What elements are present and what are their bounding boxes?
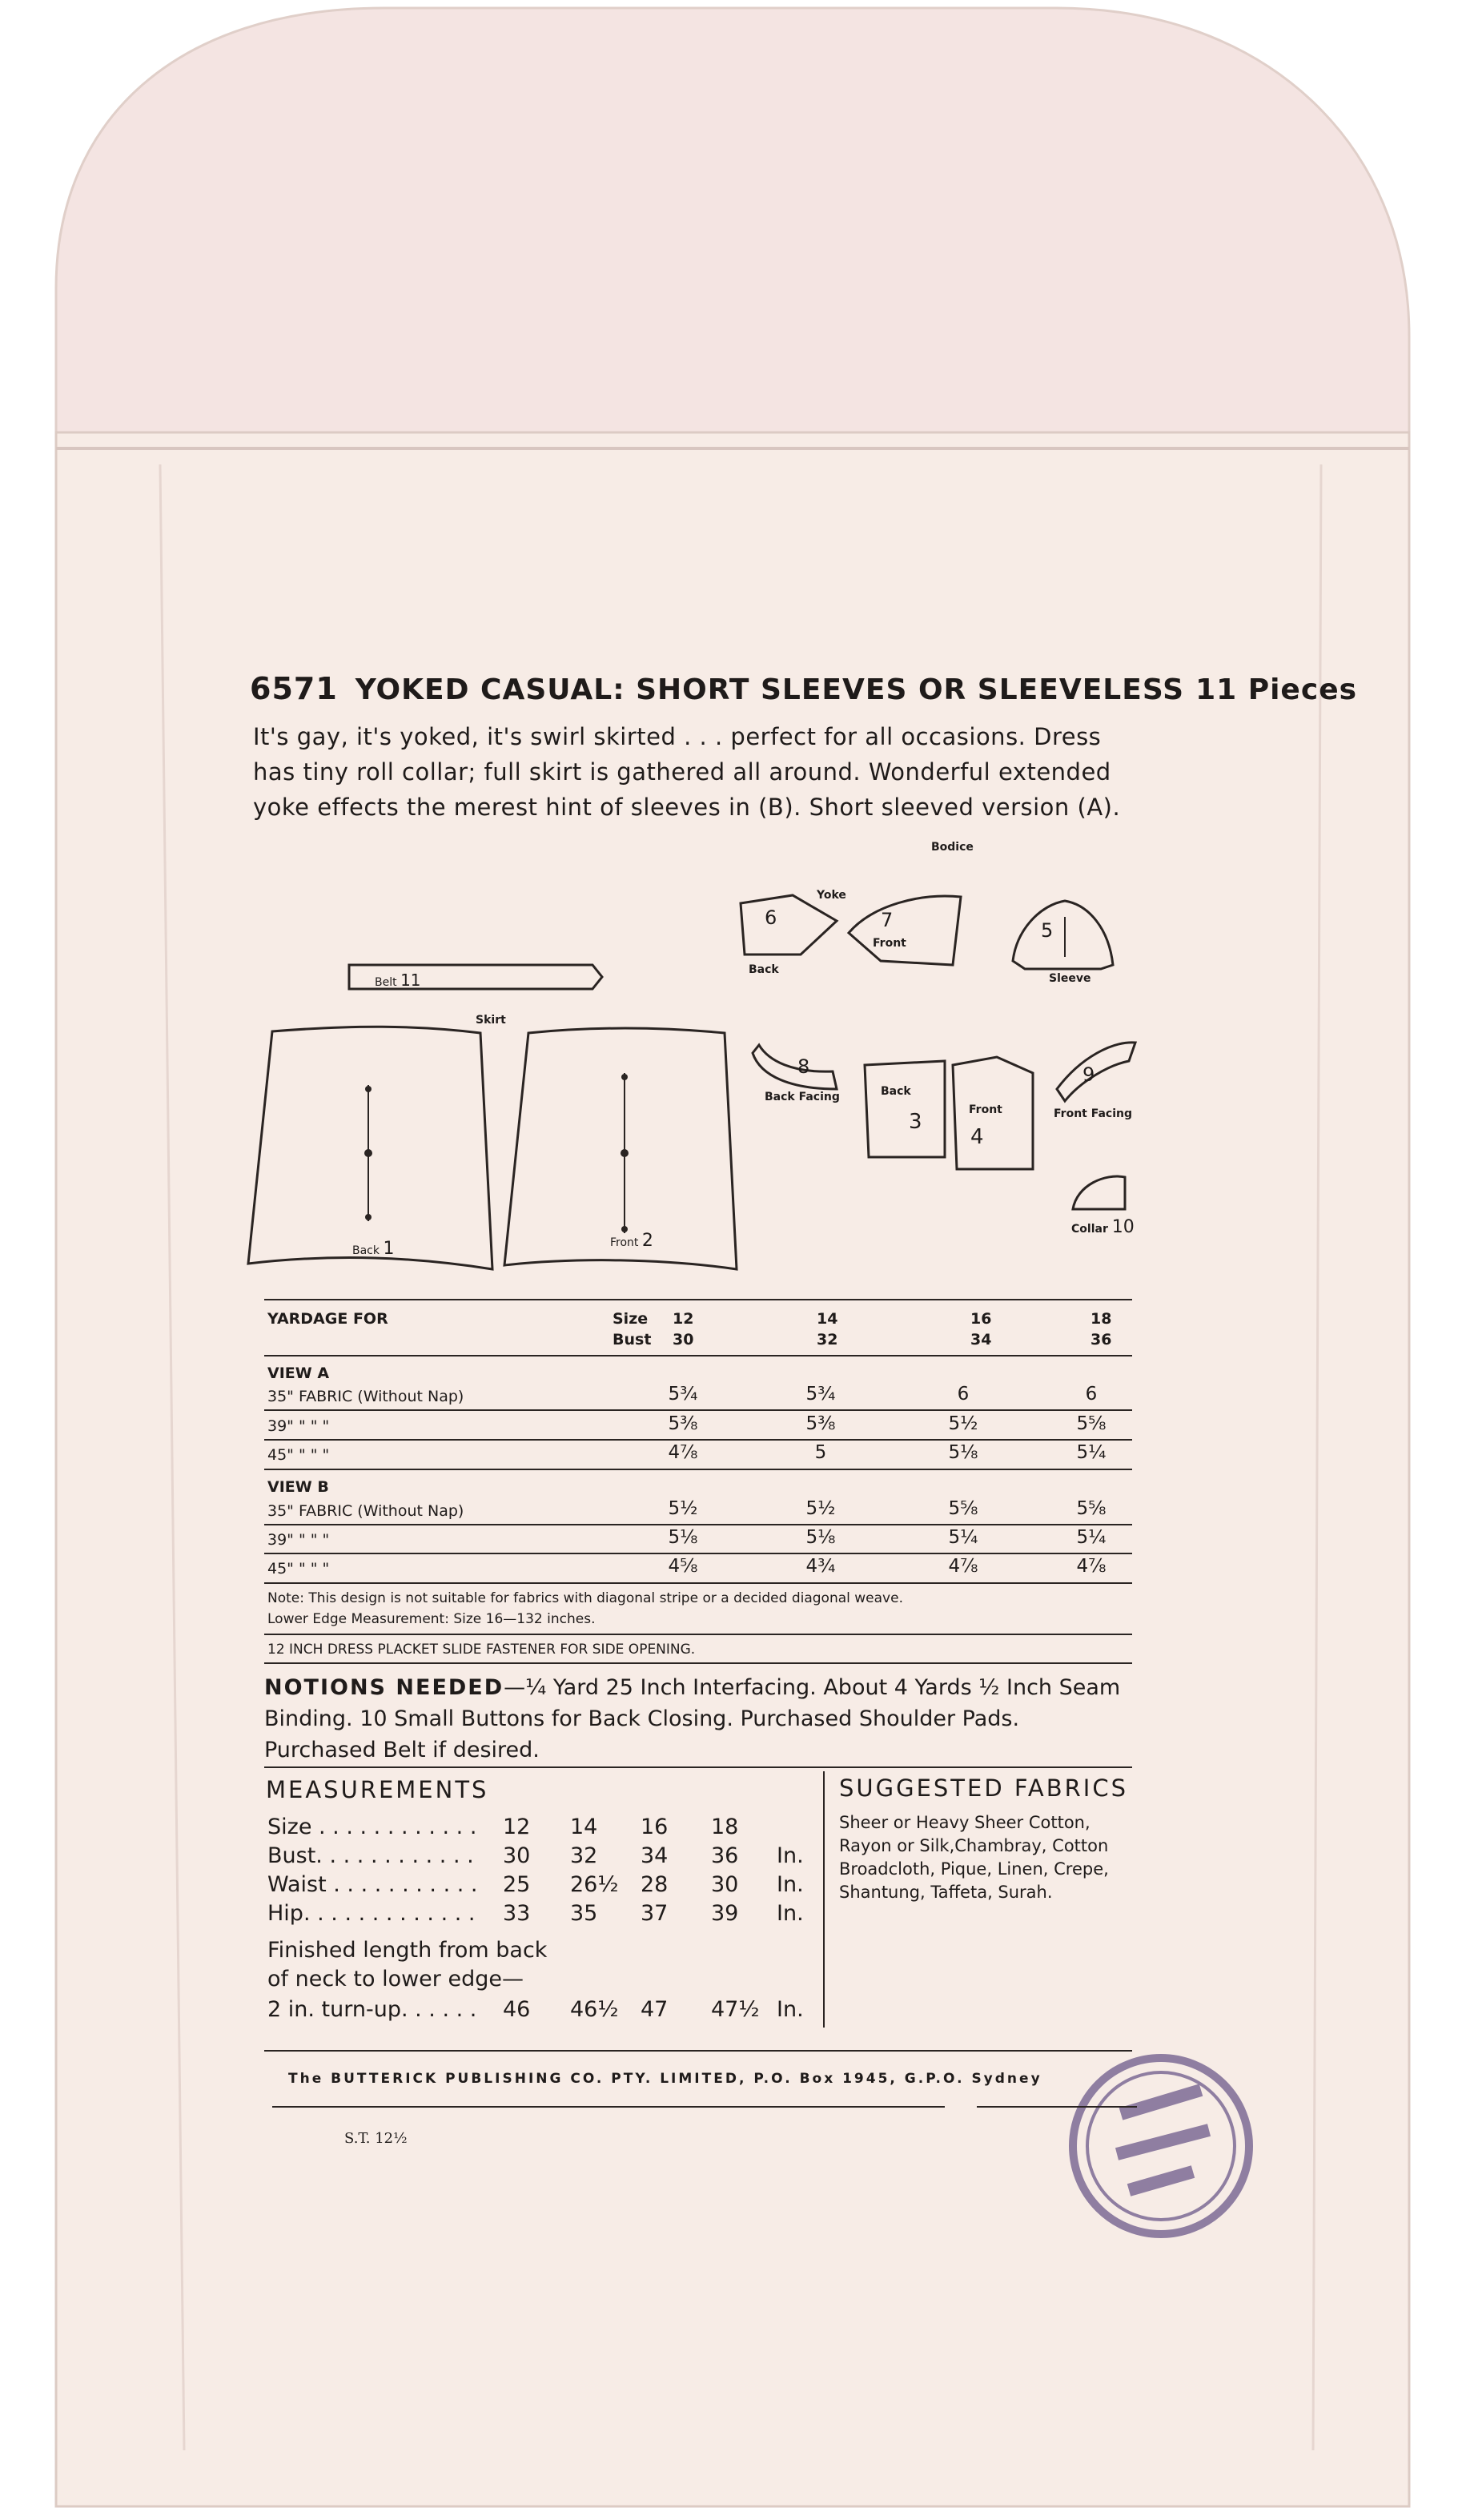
meas-unit: In. <box>777 1872 804 1897</box>
fabrics-text: Sheer or Heavy Sheer Cotton, Rayon or Silk,Chambray, Cotton Broadcloth, Pique, Linen, Crepe, Shantung, Taffeta, Surah. <box>839 1813 1109 1902</box>
yardage-cell: 5¼ <box>1076 1442 1107 1463</box>
meas-cell: 12 <box>503 1815 531 1839</box>
yardage-cell: 4⅞ <box>1076 1556 1107 1577</box>
length-label: 2 in. turn-up. . . . . . <box>267 1997 477 2022</box>
publisher-line: The BUTTERICK PUBLISHING CO. PTY. LIMITED, P.O. Box 1945, G.P.O. Sydney <box>288 2071 1042 2087</box>
num-bodice-back: 3 <box>909 1110 922 1134</box>
rule <box>264 1553 1132 1554</box>
yardage-cell: 4⅝ <box>668 1556 698 1577</box>
rule <box>264 1662 1132 1664</box>
rule <box>264 1766 1132 1768</box>
yardage-cell: 5⅛ <box>805 1527 836 1548</box>
yardage-cell: 5¾ <box>668 1384 698 1405</box>
num-back-facing: 8 <box>797 1055 810 1078</box>
rule <box>977 2106 1137 2108</box>
meas-unit: In. <box>777 1843 804 1868</box>
pattern-pieces: 11 Pieces <box>1195 673 1358 706</box>
yardage-row-label: 35" FABRIC (Without Nap) <box>267 1502 464 1520</box>
view-b-label: VIEW B <box>267 1478 329 1496</box>
yardage-bust-label: Bust <box>613 1331 652 1348</box>
meas-label: Hip. . . . . . . . . . . . . <box>267 1901 476 1926</box>
meas-cell: 14 <box>570 1815 598 1839</box>
yardage-size: 12 <box>673 1310 694 1328</box>
label-front-facing: Front Facing <box>1054 1107 1132 1120</box>
yardage-cell: 4⅞ <box>668 1442 698 1463</box>
yardage-row-label: 39" " " " <box>267 1417 330 1435</box>
envelope-flap <box>56 8 1409 448</box>
meas-cell: 36 <box>711 1843 739 1868</box>
meas-cell: 30 <box>711 1872 739 1897</box>
meas-cell: 35 <box>570 1901 598 1926</box>
yardage-bust: 36 <box>1090 1331 1112 1348</box>
yardage-cell: 5⅛ <box>948 1442 978 1463</box>
num-yoke-back: 6 <box>765 906 777 929</box>
pattern-number: 6571 <box>250 671 338 706</box>
meas-cell: 34 <box>641 1843 669 1868</box>
yardage-row-label: 39" " " " <box>267 1531 330 1549</box>
num-bodice-front: 4 <box>970 1125 984 1149</box>
label-bodice-front: Front <box>969 1103 1002 1116</box>
rule <box>272 2106 945 2108</box>
yardage-note: Note: This design is not suitable for fabrics with diagonal stripe or a decided diagonal weave. <box>267 1590 903 1606</box>
yardage-cell: 5¾ <box>805 1384 836 1405</box>
num-front-facing: 9 <box>1082 1063 1095 1086</box>
yardage-cell: 5⅝ <box>1076 1498 1107 1519</box>
label-bodice: Bodice <box>931 841 974 854</box>
lower-edge-note: Lower Edge Measurement: Size 16—132 inches. <box>267 1611 596 1627</box>
rule <box>264 1582 1132 1584</box>
meas-cell: 26½ <box>570 1872 619 1897</box>
rule-yardage-top <box>264 1299 1132 1300</box>
yardage-cell: 4¾ <box>805 1556 836 1577</box>
meas-cell: 46 <box>503 1997 531 2022</box>
yardage-size: 18 <box>1090 1310 1112 1328</box>
yardage-cell: 6 <box>1085 1384 1098 1405</box>
rule <box>264 1439 1132 1441</box>
meas-cell: 46½ <box>570 1997 619 2022</box>
label-back-facing: Back Facing <box>765 1091 840 1103</box>
yardage-header: YARDAGE FOR <box>267 1310 388 1328</box>
meas-cell: 16 <box>641 1815 669 1839</box>
yardage-cell: 5⅜ <box>668 1413 698 1434</box>
yardage-cell: 5⅝ <box>948 1498 978 1519</box>
yardage-cell: 5⅛ <box>668 1527 698 1548</box>
meas-cell: 33 <box>503 1901 531 1926</box>
meas-cell: 47½ <box>711 1997 760 2022</box>
yardage-cell: 5½ <box>805 1498 836 1519</box>
yardage-cell: 5¼ <box>1076 1527 1107 1548</box>
yardage-bust: 34 <box>970 1331 992 1348</box>
yardage-cell: 5 <box>814 1442 827 1463</box>
yardage-row-label: 45" " " " <box>267 1446 330 1464</box>
label-belt: Belt 11 <box>375 971 421 990</box>
num-yoke-front: 7 <box>881 909 894 931</box>
yardage-size: 16 <box>970 1310 992 1328</box>
yardage-cell: 5⅜ <box>805 1413 836 1434</box>
notions-block <box>264 1672 1137 1766</box>
yardage-cell: 5½ <box>948 1413 978 1434</box>
meas-label: Waist . . . . . . . . . . . <box>267 1872 478 1897</box>
pattern-title: YOKED CASUAL: SHORT SLEEVES OR SLEEVELESS <box>355 673 1185 706</box>
yardage-bust: 30 <box>673 1331 694 1348</box>
meas-cell: 30 <box>503 1843 531 1868</box>
label-collar: Collar 10 <box>1071 1217 1135 1237</box>
yardage-row-label: 35" FABRIC (Without Nap) <box>267 1388 464 1405</box>
notions-text: —¼ Yard 25 Inch Interfacing. About 4 Yards ½ Inch Seam Binding. 10 Small Buttons for Back Closing. Purchased Shoulder Pads. Purchased Belt if desired. <box>264 1675 1121 1762</box>
rule <box>264 1355 1132 1356</box>
stock-code: S.T. 12½ <box>344 2130 408 2147</box>
meas-label: Size . . . . . . . . . . . . <box>267 1815 477 1839</box>
length-line-1: Finished length from back <box>267 1938 548 1963</box>
rule <box>264 1409 1132 1411</box>
label-bodice-back: Back <box>881 1085 911 1098</box>
notions-heading: NOTIONS NEEDED <box>264 1675 504 1700</box>
meas-cell: 47 <box>641 1997 669 2022</box>
meas-cell: 18 <box>711 1815 739 1839</box>
view-a-label: VIEW A <box>267 1364 330 1382</box>
yardage-size-label: Size <box>613 1310 649 1328</box>
yardage-cell: 4⅞ <box>948 1556 978 1577</box>
label-yoke: Yoke <box>817 889 846 902</box>
rule <box>264 1524 1132 1525</box>
meas-cell: 37 <box>641 1901 669 1926</box>
length-line-2: of neck to lower edge— <box>267 1967 524 1991</box>
meas-cell: 25 <box>503 1872 531 1897</box>
placket-note: 12 INCH DRESS PLACKET SLIDE FASTENER FOR SIDE OPENING. <box>267 1642 696 1658</box>
pattern-heading <box>250 671 1357 706</box>
yardage-cell: 5¼ <box>948 1527 978 1548</box>
yardage-cell: 6 <box>957 1384 970 1405</box>
meas-unit: In. <box>777 1901 804 1926</box>
meas-cell: 28 <box>641 1872 669 1897</box>
num-sleeve: 5 <box>1041 919 1054 942</box>
rule <box>264 2050 1132 2052</box>
column-divider <box>823 1771 825 2028</box>
label-skirt: Skirt <box>476 1014 506 1027</box>
yardage-cell: 5½ <box>668 1498 698 1519</box>
label-sleeve: Sleeve <box>1049 972 1091 985</box>
measurements-heading: MEASUREMENTS <box>266 1776 489 1803</box>
rule <box>264 1469 1132 1470</box>
meas-label: Bust. . . . . . . . . . . . <box>267 1843 474 1868</box>
label-skirt-front: Front 2 <box>610 1231 653 1251</box>
yardage-row-label: 45" " " " <box>267 1560 330 1578</box>
yardage-size: 14 <box>817 1310 838 1328</box>
pattern-description: It's gay, it's yoked, it's swirl skirted . . . perfect for all occasions. Dress has tiny roll collar; full skirt is gathered all around. Wonderful extended yoke effects the merest hint of sleeves in (B). Short sleeved version (A). <box>253 723 1121 821</box>
meas-cell: 32 <box>570 1843 598 1868</box>
meas-cell: 39 <box>711 1901 739 1926</box>
meas-unit: In. <box>777 1997 804 2022</box>
label-skirt-back: Back 1 <box>352 1239 395 1259</box>
yardage-cell: 5⅝ <box>1076 1413 1107 1434</box>
rule <box>264 1634 1132 1635</box>
label-yoke-front: Front <box>873 937 906 950</box>
label-yoke-back: Back <box>749 963 779 976</box>
yardage-bust: 32 <box>817 1331 838 1348</box>
fabrics-heading: SUGGESTED FABRICS <box>839 1774 1129 1802</box>
